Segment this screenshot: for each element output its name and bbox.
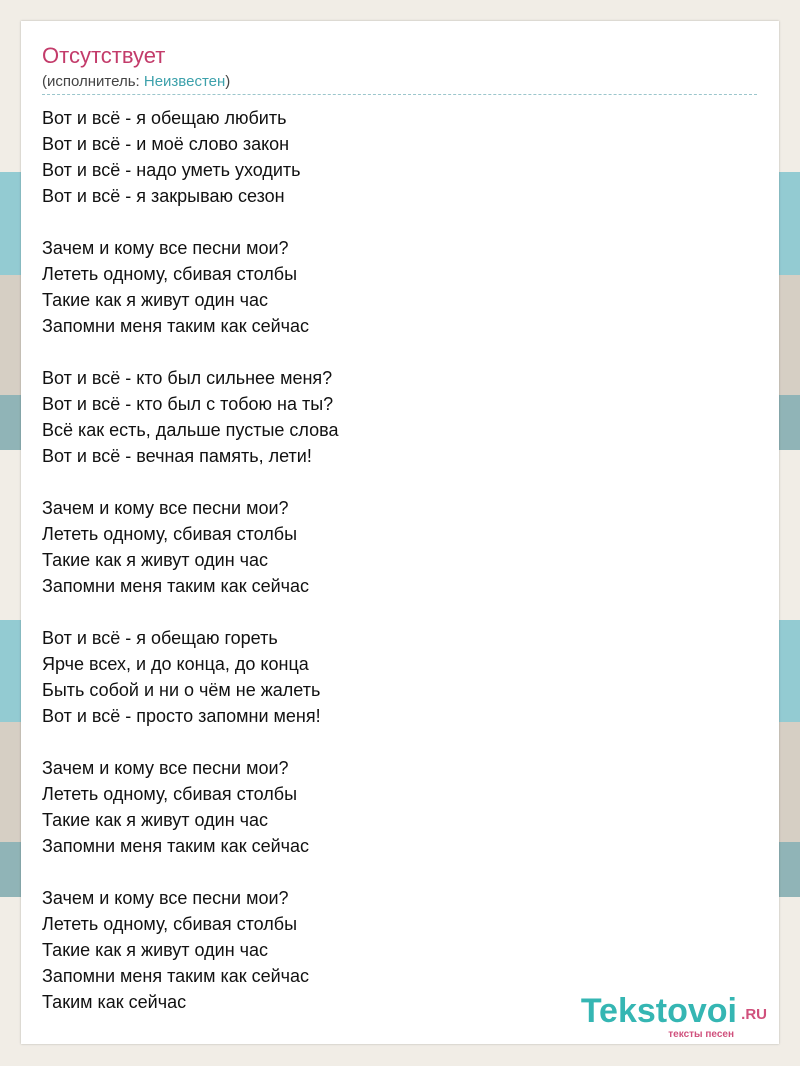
logo-name: Tekstovoi xyxy=(580,992,737,1030)
lyric-line: Зачем и кому все песни мои? xyxy=(42,888,289,908)
artist-link[interactable]: Неизвестен xyxy=(143,73,226,90)
lyric-line: Вот и всё - я обещаю любить xyxy=(42,108,287,128)
lyric-line: Вот и всё - и моё слово закон xyxy=(42,134,290,154)
lyrics-stanza xyxy=(42,495,757,599)
lyric-line: Такие как я живут один час xyxy=(42,550,269,570)
lyric-line: Зачем и кому все песни мои? xyxy=(42,498,289,518)
lyric-line: Лететь одному, сбивая столбы xyxy=(42,784,298,804)
artist-line xyxy=(42,73,230,91)
lyric-line: Зачем и кому все песни мои? xyxy=(42,758,289,778)
lyric-line: Запомни меня таким как сейчас xyxy=(42,576,310,596)
lyric-line: Такие как я живут один час xyxy=(42,810,269,830)
lyrics-stanza xyxy=(42,755,757,859)
lyric-line: Таким как сейчас xyxy=(42,992,187,1012)
lyric-line: Вот и всё - я обещаю гореть xyxy=(42,628,278,648)
lyric-line: Запомни меня таким как сейчас xyxy=(42,836,310,856)
site-logo[interactable] xyxy=(561,992,771,1044)
lyric-line: Всё как есть, дальше пустые слова xyxy=(42,420,339,440)
logo-tagline: тексты песен xyxy=(668,1029,734,1040)
lyric-line: Лететь одному, сбивая столбы xyxy=(42,524,298,544)
lyric-line: Вот и всё - кто был сильнее меня? xyxy=(42,368,333,388)
lyric-line: Вот и всё - вечная память, лети! xyxy=(42,446,312,466)
lyric-line: Вот и всё - просто запомни меня! xyxy=(42,706,321,726)
lyric-line: Такие как я живут один час xyxy=(42,290,269,310)
song-title: Отсутствует xyxy=(42,43,166,68)
lyric-line: Зачем и кому все песни мои? xyxy=(42,238,289,258)
artist-suffix: ) xyxy=(225,73,231,90)
lyric-line: Лететь одному, сбивая столбы xyxy=(42,264,298,284)
lyrics-card xyxy=(21,21,779,1044)
lyrics-stanza xyxy=(42,365,757,469)
lyric-line: Такие как я живут один час xyxy=(42,940,269,960)
lyrics-stanza xyxy=(42,625,757,729)
lyric-line: Быть собой и ни о чём не жалеть xyxy=(42,680,321,700)
lyric-line: Запомни меня таким как сейчас xyxy=(42,966,310,986)
lyric-line: Вот и всё - я закрываю сезон xyxy=(42,186,285,206)
lyric-line: Вот и всё - надо уметь уходить xyxy=(42,160,301,180)
title-divider xyxy=(42,94,757,95)
lyrics-stanza xyxy=(42,105,757,209)
lyric-line: Лететь одному, сбивая столбы xyxy=(42,914,298,934)
logo-tld: .RU xyxy=(741,1006,767,1023)
lyric-line: Ярче всех, и до конца, до конца xyxy=(42,654,309,674)
lyric-line: Запомни меня таким как сейчас xyxy=(42,316,310,336)
lyrics-body xyxy=(42,105,757,1041)
artist-prefix: (исполнитель: xyxy=(42,73,144,90)
lyric-line: Вот и всё - кто был с тобою на ты? xyxy=(42,394,334,414)
lyrics-stanza xyxy=(42,235,757,339)
